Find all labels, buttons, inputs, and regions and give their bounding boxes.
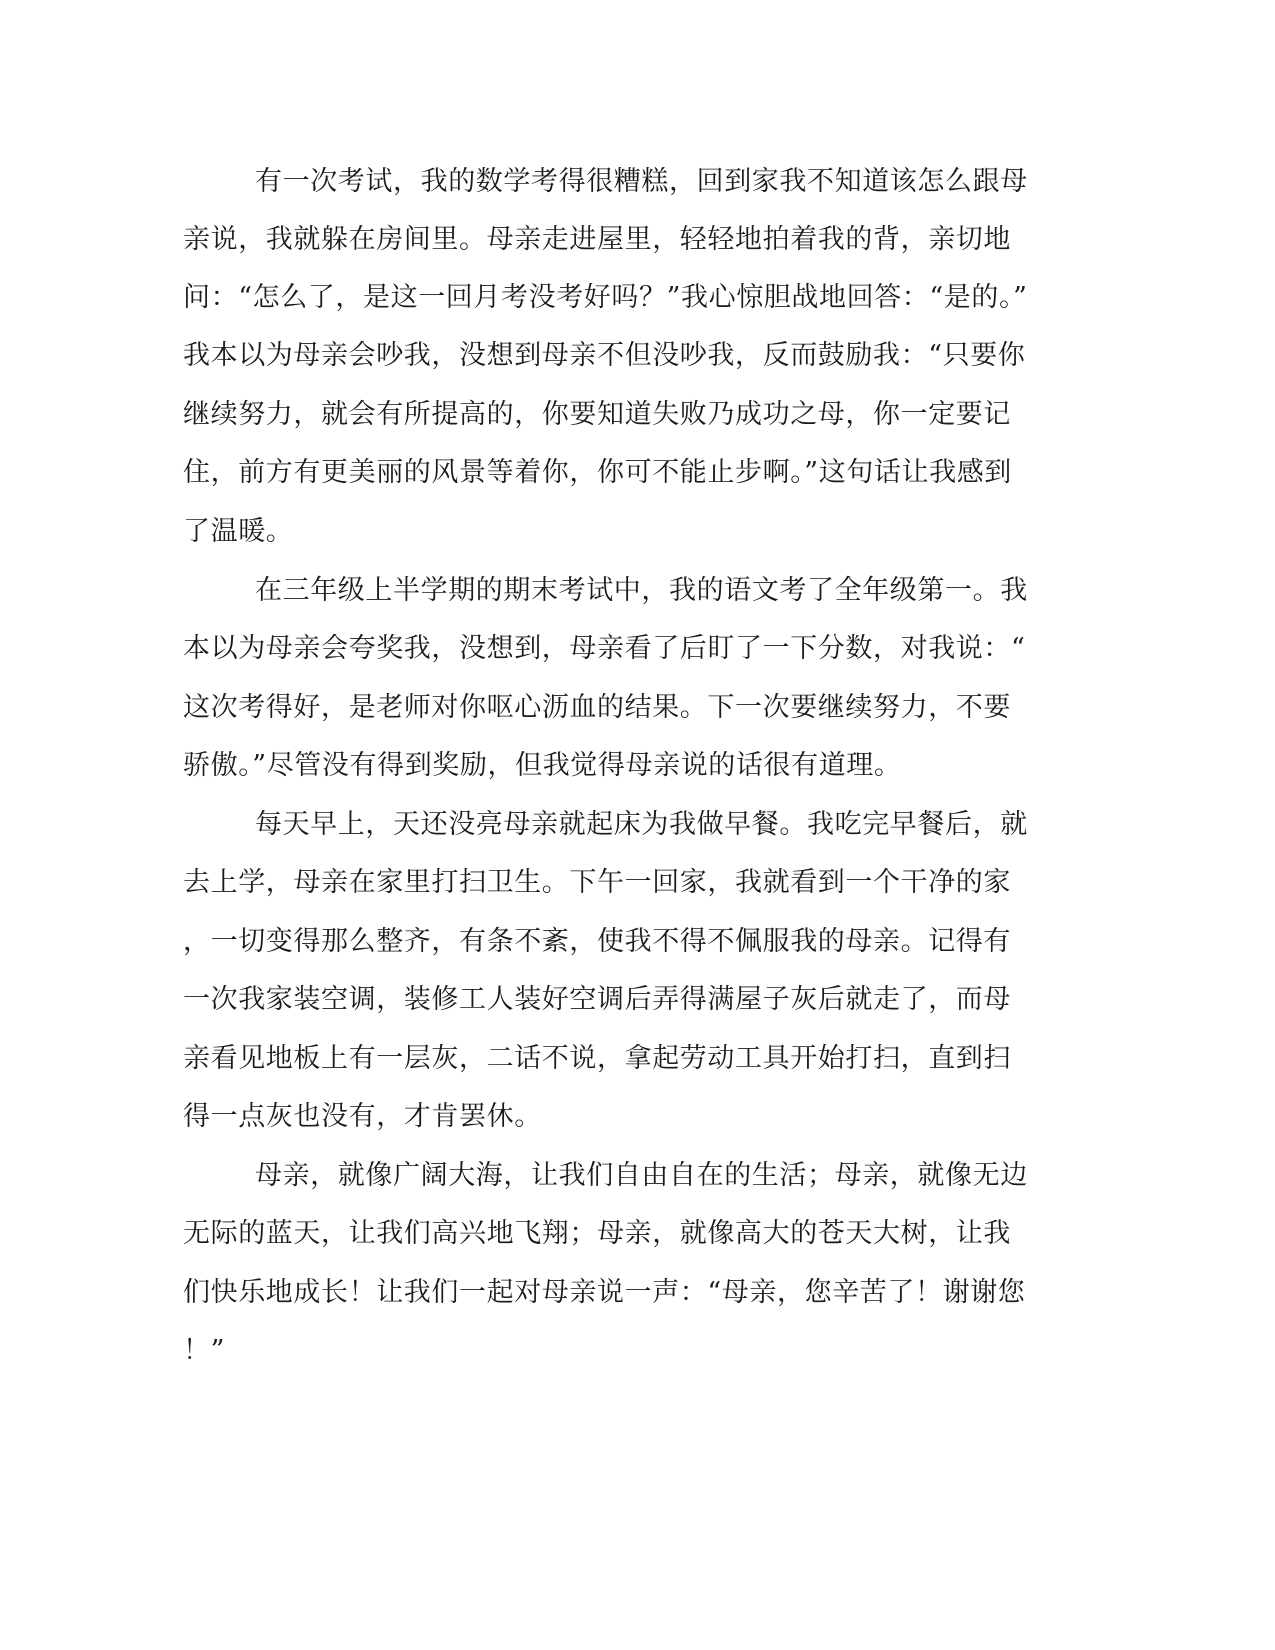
text-line: 一次我家装空调，装修工人装好空调后弄得满屋子灰后就走了，而母 [183, 984, 1011, 1015]
text-line: 每天早上，天还没亮母亲就起床为我做早餐。我吃完早餐后，就 [255, 809, 1028, 840]
text-line: 本以为母亲会夸奖我，没想到，母亲看了后盯了一下分数，对我说：“ [183, 633, 1026, 664]
text-line: 有一次考试，我的数学考得很糟糕，回到家我不知道该怎么跟母 [255, 166, 1028, 197]
text-line: ！” [183, 1335, 226, 1366]
text-line: 无际的蓝天，让我们高兴地飞翔；母亲，就像高大的苍天大树，让我 [183, 1218, 1011, 1249]
text-line: ，一切变得那么整齐，有条不紊，使我不得不佩服我的母亲。记得有 [183, 926, 1011, 957]
text-line: 骄傲。”尽管没有得到奖励，但我觉得母亲说的话很有道理。 [183, 750, 902, 781]
text-line: 得一点灰也没有，才肯罢休。 [183, 1101, 542, 1132]
text-line: 问：“怎么了，是这一回月考没考好吗？”我心惊胆战地回答：“是的。” [183, 282, 1028, 313]
text-line: 我本以为母亲会吵我，没想到母亲不但没吵我，反而鼓励我：“只要你 [183, 340, 1026, 371]
text-line: 母亲，就像广阔大海，让我们自由自在的生活；母亲，就像无边 [255, 1160, 1028, 1191]
text-line: 住，前方有更美丽的风景等着你，你可不能止步啊。”这句话让我感到 [183, 457, 1012, 488]
text-line: 继续努力，就会有所提高的，你要知道失败乃成功之母，你一定要记 [183, 399, 1011, 430]
text-line: 们快乐地成长！让我们一起对母亲说一声：“母亲，您辛苦了！谢谢您 [183, 1277, 1026, 1308]
text-line: 了温暖。 [183, 516, 294, 547]
text-line: 这次考得好，是老师对你呕心沥血的结果。下一次要继续努力，不要 [183, 692, 1011, 723]
text-line: 去上学，母亲在家里打扫卫生。下午一回家，我就看到一个干净的家 [183, 867, 1011, 898]
text-line: 亲说，我就躲在房间里。母亲走进屋里，轻轻地拍着我的背，亲切地 [183, 224, 1011, 255]
text-line: 在三年级上半学期的期末考试中，我的语文考了全年级第一。我 [255, 575, 1028, 606]
text-line: 亲看见地板上有一层灰，二话不说，拿起劳动工具开始打扫，直到扫 [183, 1043, 1011, 1074]
